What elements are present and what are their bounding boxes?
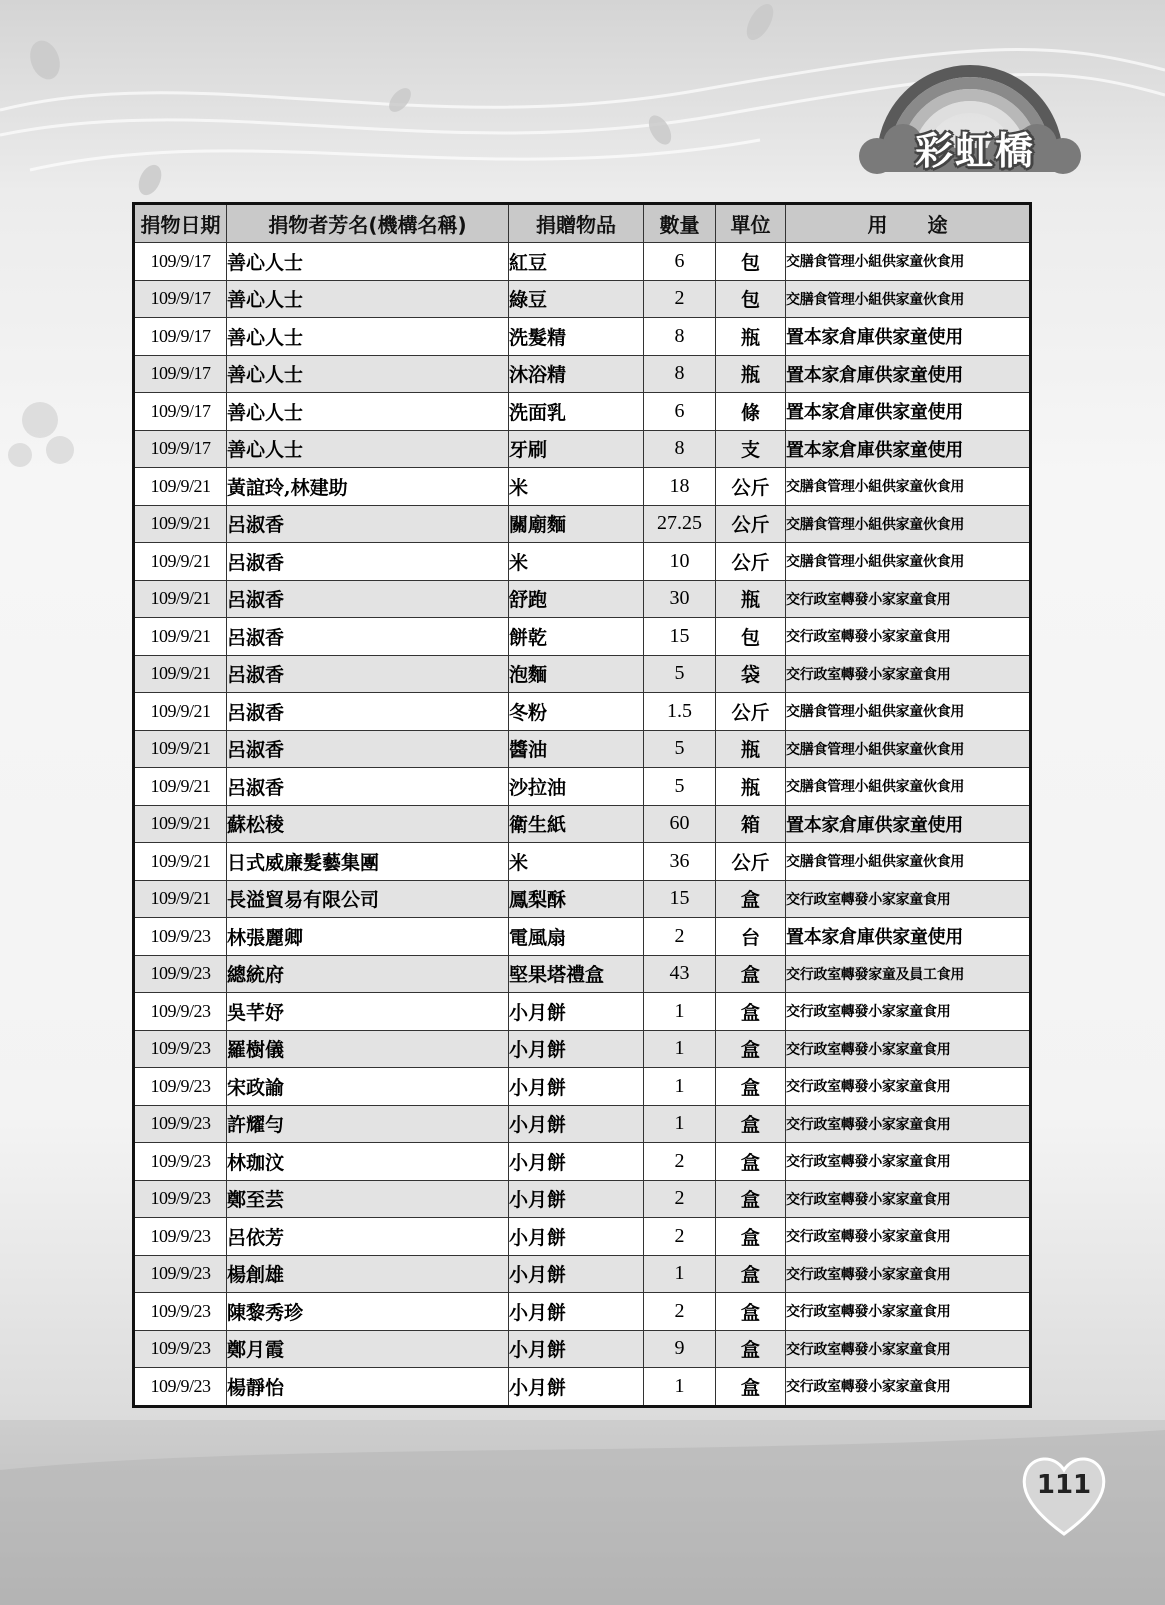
table-row xyxy=(134,1255,1031,1293)
cell-purpose: 交行政室轉發小家家童食用 xyxy=(786,1180,1031,1218)
cell-quantity: 10 xyxy=(644,543,716,581)
rainbow-bridge-logo xyxy=(855,48,1085,188)
cell-quantity: 1 xyxy=(644,993,716,1031)
cell-item: 鳳梨酥 xyxy=(509,880,644,918)
page-number: 111 xyxy=(1036,1470,1092,1500)
cell-quantity: 2 xyxy=(644,918,716,956)
cell-donor-name: 陳黎秀珍 xyxy=(227,1293,509,1331)
cell-donor-name: 呂淑香 xyxy=(227,618,509,656)
cell-purpose: 交行政室轉發小家家童食用 xyxy=(786,1030,1031,1068)
donation-table xyxy=(132,202,1032,1408)
cell-quantity: 1.5 xyxy=(644,693,716,731)
cell-quantity: 8 xyxy=(644,318,716,356)
cell-item: 舒跑 xyxy=(509,580,644,618)
cell-date: 109/9/23 xyxy=(134,955,227,993)
cell-item: 小月餅 xyxy=(509,993,644,1031)
cell-date: 109/9/21 xyxy=(134,505,227,543)
cell-date: 109/9/21 xyxy=(134,768,227,806)
cell-date: 109/9/17 xyxy=(134,280,227,318)
cell-unit: 公斤 xyxy=(716,468,786,506)
cell-date: 109/9/17 xyxy=(134,355,227,393)
page-number-badge xyxy=(1018,1448,1110,1540)
cell-date: 109/9/21 xyxy=(134,580,227,618)
cell-donor-name: 長溢貿易有限公司 xyxy=(227,880,509,918)
table-row xyxy=(134,505,1031,543)
header-unit: 單位 xyxy=(716,204,786,243)
cell-unit: 盒 xyxy=(716,1143,786,1181)
cell-item: 紅豆 xyxy=(509,243,644,281)
table-row xyxy=(134,1105,1031,1143)
cell-donor-name: 善心人士 xyxy=(227,430,509,468)
table-row xyxy=(134,355,1031,393)
cell-date: 109/9/23 xyxy=(134,1330,227,1368)
cell-purpose: 交行政室轉發小家家童食用 xyxy=(786,580,1031,618)
table-row xyxy=(134,693,1031,731)
cell-donor-name: 善心人士 xyxy=(227,280,509,318)
cell-item: 小月餅 xyxy=(509,1143,644,1181)
cell-donor-name: 鄭月霞 xyxy=(227,1330,509,1368)
cell-date: 109/9/17 xyxy=(134,430,227,468)
cell-purpose: 交行政室轉發小家家童食用 xyxy=(786,993,1031,1031)
cell-unit: 盒 xyxy=(716,1255,786,1293)
cell-quantity: 2 xyxy=(644,1218,716,1256)
cell-unit: 台 xyxy=(716,918,786,956)
cell-date: 109/9/23 xyxy=(134,1368,227,1407)
cell-donor-name: 林珈汶 xyxy=(227,1143,509,1181)
cell-donor-name: 總統府 xyxy=(227,955,509,993)
cell-unit: 盒 xyxy=(716,1030,786,1068)
cell-quantity: 30 xyxy=(644,580,716,618)
cell-purpose: 交膳食管理小組供家童伙食用 xyxy=(786,468,1031,506)
cell-item: 堅果塔禮盒 xyxy=(509,955,644,993)
table-row xyxy=(134,1180,1031,1218)
cell-donor-name: 吳芊妤 xyxy=(227,993,509,1031)
cell-purpose: 交行政室轉發小家家童食用 xyxy=(786,1218,1031,1256)
cell-donor-name: 善心人士 xyxy=(227,243,509,281)
cell-item: 小月餅 xyxy=(509,1068,644,1106)
cell-item: 小月餅 xyxy=(509,1218,644,1256)
cell-date: 109/9/21 xyxy=(134,693,227,731)
cell-item: 小月餅 xyxy=(509,1030,644,1068)
cell-date: 109/9/23 xyxy=(134,1030,227,1068)
cell-unit: 包 xyxy=(716,280,786,318)
cell-item: 小月餅 xyxy=(509,1368,644,1407)
cell-donor-name: 呂淑香 xyxy=(227,543,509,581)
cell-unit: 盒 xyxy=(716,1068,786,1106)
cell-date: 109/9/17 xyxy=(134,243,227,281)
cell-purpose: 交行政室轉發小家家童食用 xyxy=(786,1105,1031,1143)
cell-unit: 瓶 xyxy=(716,730,786,768)
cell-quantity: 43 xyxy=(644,955,716,993)
cell-unit: 條 xyxy=(716,393,786,431)
cell-date: 109/9/23 xyxy=(134,918,227,956)
cell-purpose: 交行政室轉發小家家童食用 xyxy=(786,1068,1031,1106)
cell-purpose: 交膳食管理小組供家童伙食用 xyxy=(786,280,1031,318)
logo-title: 彩虹橋 xyxy=(914,129,1035,173)
cell-item: 小月餅 xyxy=(509,1293,644,1331)
cell-unit: 盒 xyxy=(716,1293,786,1331)
cell-unit: 瓶 xyxy=(716,318,786,356)
cell-unit: 盒 xyxy=(716,993,786,1031)
cell-unit: 瓶 xyxy=(716,580,786,618)
header-item: 捐贈物品 xyxy=(509,204,644,243)
table-row xyxy=(134,543,1031,581)
cell-quantity: 60 xyxy=(644,805,716,843)
cell-quantity: 27.25 xyxy=(644,505,716,543)
table-row xyxy=(134,918,1031,956)
cell-donor-name: 羅樹儀 xyxy=(227,1030,509,1068)
cell-date: 109/9/23 xyxy=(134,1218,227,1256)
cell-item: 冬粉 xyxy=(509,693,644,731)
cell-purpose: 置本家倉庫供家童使用 xyxy=(786,318,1031,356)
table-row xyxy=(134,1330,1031,1368)
cell-date: 109/9/23 xyxy=(134,1180,227,1218)
cell-unit: 公斤 xyxy=(716,693,786,731)
cell-item: 米 xyxy=(509,543,644,581)
cell-date: 109/9/21 xyxy=(134,805,227,843)
cell-item: 米 xyxy=(509,843,644,881)
table-row xyxy=(134,468,1031,506)
cell-item: 小月餅 xyxy=(509,1105,644,1143)
cell-item: 電風扇 xyxy=(509,918,644,956)
cell-purpose: 置本家倉庫供家童使用 xyxy=(786,355,1031,393)
table-row xyxy=(134,1218,1031,1256)
cell-unit: 盒 xyxy=(716,1105,786,1143)
table-header-row xyxy=(134,204,1031,243)
cell-quantity: 2 xyxy=(644,1143,716,1181)
cell-date: 109/9/17 xyxy=(134,318,227,356)
cell-unit: 袋 xyxy=(716,655,786,693)
cell-date: 109/9/23 xyxy=(134,1105,227,1143)
cell-donor-name: 宋政諭 xyxy=(227,1068,509,1106)
cell-purpose: 交膳食管理小組供家童伙食用 xyxy=(786,543,1031,581)
cell-purpose: 交行政室轉發小家家童食用 xyxy=(786,655,1031,693)
cell-purpose: 交行政室轉發小家家童食用 xyxy=(786,1293,1031,1331)
cell-item: 綠豆 xyxy=(509,280,644,318)
header-purpose: 用 途 xyxy=(786,204,1031,243)
cell-date: 109/9/21 xyxy=(134,730,227,768)
cell-purpose: 交行政室轉發小家家童食用 xyxy=(786,1255,1031,1293)
cell-date: 109/9/21 xyxy=(134,655,227,693)
cell-item: 沙拉油 xyxy=(509,768,644,806)
cell-purpose: 置本家倉庫供家童使用 xyxy=(786,805,1031,843)
cell-donor-name: 呂淑香 xyxy=(227,655,509,693)
table-row xyxy=(134,1030,1031,1068)
cell-unit: 支 xyxy=(716,430,786,468)
cell-quantity: 1 xyxy=(644,1105,716,1143)
cell-donor-name: 呂淑香 xyxy=(227,580,509,618)
cell-quantity: 8 xyxy=(644,430,716,468)
cell-quantity: 6 xyxy=(644,243,716,281)
cell-donor-name: 蘇松稜 xyxy=(227,805,509,843)
cell-unit: 包 xyxy=(716,243,786,281)
cell-item: 米 xyxy=(509,468,644,506)
cell-unit: 瓶 xyxy=(716,768,786,806)
cell-unit: 盒 xyxy=(716,1330,786,1368)
cell-item: 小月餅 xyxy=(509,1330,644,1368)
header-donor-name: 捐物者芳名(機構名稱) xyxy=(227,204,509,243)
cell-item: 洗面乳 xyxy=(509,393,644,431)
cell-date: 109/9/23 xyxy=(134,1255,227,1293)
cell-item: 醬油 xyxy=(509,730,644,768)
cell-purpose: 交行政室轉發小家家童食用 xyxy=(786,880,1031,918)
table-row xyxy=(134,1068,1031,1106)
cell-quantity: 5 xyxy=(644,768,716,806)
cell-quantity: 2 xyxy=(644,1293,716,1331)
cell-donor-name: 日式威廉髮藝集團 xyxy=(227,843,509,881)
table-row xyxy=(134,280,1031,318)
cell-unit: 公斤 xyxy=(716,543,786,581)
cell-date: 109/9/21 xyxy=(134,880,227,918)
cell-donor-name: 呂淑香 xyxy=(227,693,509,731)
table-row xyxy=(134,805,1031,843)
cell-donor-name: 鄭至芸 xyxy=(227,1180,509,1218)
table-row xyxy=(134,243,1031,281)
table-row xyxy=(134,880,1031,918)
cell-donor-name: 黃誼玲,林建助 xyxy=(227,468,509,506)
cell-purpose: 置本家倉庫供家童使用 xyxy=(786,918,1031,956)
cell-donor-name: 呂淑香 xyxy=(227,505,509,543)
table-row xyxy=(134,843,1031,881)
cell-purpose: 交膳食管理小組供家童伙食用 xyxy=(786,768,1031,806)
table-row xyxy=(134,1368,1031,1407)
cell-unit: 盒 xyxy=(716,880,786,918)
cell-quantity: 9 xyxy=(644,1330,716,1368)
cell-item: 小月餅 xyxy=(509,1255,644,1293)
cell-quantity: 1 xyxy=(644,1368,716,1407)
table-row xyxy=(134,580,1031,618)
cell-quantity: 8 xyxy=(644,355,716,393)
table-row xyxy=(134,393,1031,431)
cell-unit: 箱 xyxy=(716,805,786,843)
cell-purpose: 交行政室轉發小家家童食用 xyxy=(786,1143,1031,1181)
cell-quantity: 15 xyxy=(644,618,716,656)
cell-unit: 公斤 xyxy=(716,843,786,881)
cell-item: 洗髮精 xyxy=(509,318,644,356)
cell-date: 109/9/23 xyxy=(134,1143,227,1181)
table-row xyxy=(134,730,1031,768)
cell-purpose: 交行政室轉發小家家童食用 xyxy=(786,618,1031,656)
cell-date: 109/9/21 xyxy=(134,618,227,656)
table-row xyxy=(134,655,1031,693)
table-row xyxy=(134,430,1031,468)
cell-item: 餅乾 xyxy=(509,618,644,656)
cell-quantity: 18 xyxy=(644,468,716,506)
table-row xyxy=(134,618,1031,656)
cell-item: 泡麵 xyxy=(509,655,644,693)
cell-item: 牙刷 xyxy=(509,430,644,468)
cell-date: 109/9/21 xyxy=(134,543,227,581)
cell-unit: 公斤 xyxy=(716,505,786,543)
cell-item: 小月餅 xyxy=(509,1180,644,1218)
cell-date: 109/9/17 xyxy=(134,393,227,431)
cell-unit: 盒 xyxy=(716,955,786,993)
cell-quantity: 36 xyxy=(644,843,716,881)
cell-purpose: 交膳食管理小組供家童伙食用 xyxy=(786,505,1031,543)
cell-donor-name: 呂淑香 xyxy=(227,730,509,768)
cell-purpose: 置本家倉庫供家童使用 xyxy=(786,393,1031,431)
table-row xyxy=(134,1293,1031,1331)
cell-date: 109/9/23 xyxy=(134,1068,227,1106)
cell-purpose: 交膳食管理小組供家童伙食用 xyxy=(786,730,1031,768)
cell-donor-name: 善心人士 xyxy=(227,318,509,356)
cell-donor-name: 呂依芳 xyxy=(227,1218,509,1256)
cell-donor-name: 呂淑香 xyxy=(227,768,509,806)
cell-donor-name: 林張麗卿 xyxy=(227,918,509,956)
cell-quantity: 5 xyxy=(644,655,716,693)
cell-quantity: 2 xyxy=(644,1180,716,1218)
cell-purpose: 交膳食管理小組供家童伙食用 xyxy=(786,843,1031,881)
cell-purpose: 交膳食管理小組供家童伙食用 xyxy=(786,243,1031,281)
cell-quantity: 15 xyxy=(644,880,716,918)
cell-quantity: 1 xyxy=(644,1030,716,1068)
cell-donor-name: 善心人士 xyxy=(227,355,509,393)
cell-unit: 盒 xyxy=(716,1180,786,1218)
cell-purpose: 置本家倉庫供家童使用 xyxy=(786,430,1031,468)
cell-date: 109/9/21 xyxy=(134,843,227,881)
cell-purpose: 交行政室轉發小家家童食用 xyxy=(786,1330,1031,1368)
cell-purpose: 交行政室轉發家童及員工食用 xyxy=(786,955,1031,993)
cell-donor-name: 楊創雄 xyxy=(227,1255,509,1293)
cell-item: 沐浴精 xyxy=(509,355,644,393)
table-row xyxy=(134,993,1031,1031)
cell-unit: 盒 xyxy=(716,1218,786,1256)
cell-date: 109/9/21 xyxy=(134,468,227,506)
cell-unit: 瓶 xyxy=(716,355,786,393)
cell-purpose: 交行政室轉發小家家童食用 xyxy=(786,1368,1031,1407)
cell-date: 109/9/23 xyxy=(134,1293,227,1331)
header-date: 捐物日期 xyxy=(134,204,227,243)
cell-quantity: 6 xyxy=(644,393,716,431)
table-row xyxy=(134,768,1031,806)
table-row xyxy=(134,318,1031,356)
cell-donor-name: 許耀勻 xyxy=(227,1105,509,1143)
cell-donor-name: 楊靜怡 xyxy=(227,1368,509,1407)
cell-quantity: 5 xyxy=(644,730,716,768)
cell-unit: 盒 xyxy=(716,1368,786,1407)
cell-quantity: 2 xyxy=(644,280,716,318)
cell-item: 關廟麵 xyxy=(509,505,644,543)
cell-purpose: 交膳食管理小組供家童伙食用 xyxy=(786,693,1031,731)
table-row xyxy=(134,1143,1031,1181)
header-quantity: 數量 xyxy=(644,204,716,243)
table-body xyxy=(134,243,1031,1407)
cell-donor-name: 善心人士 xyxy=(227,393,509,431)
cell-date: 109/9/23 xyxy=(134,993,227,1031)
table-row xyxy=(134,955,1031,993)
cell-quantity: 1 xyxy=(644,1255,716,1293)
cell-item: 衛生紙 xyxy=(509,805,644,843)
cell-quantity: 1 xyxy=(644,1068,716,1106)
cell-unit: 包 xyxy=(716,618,786,656)
